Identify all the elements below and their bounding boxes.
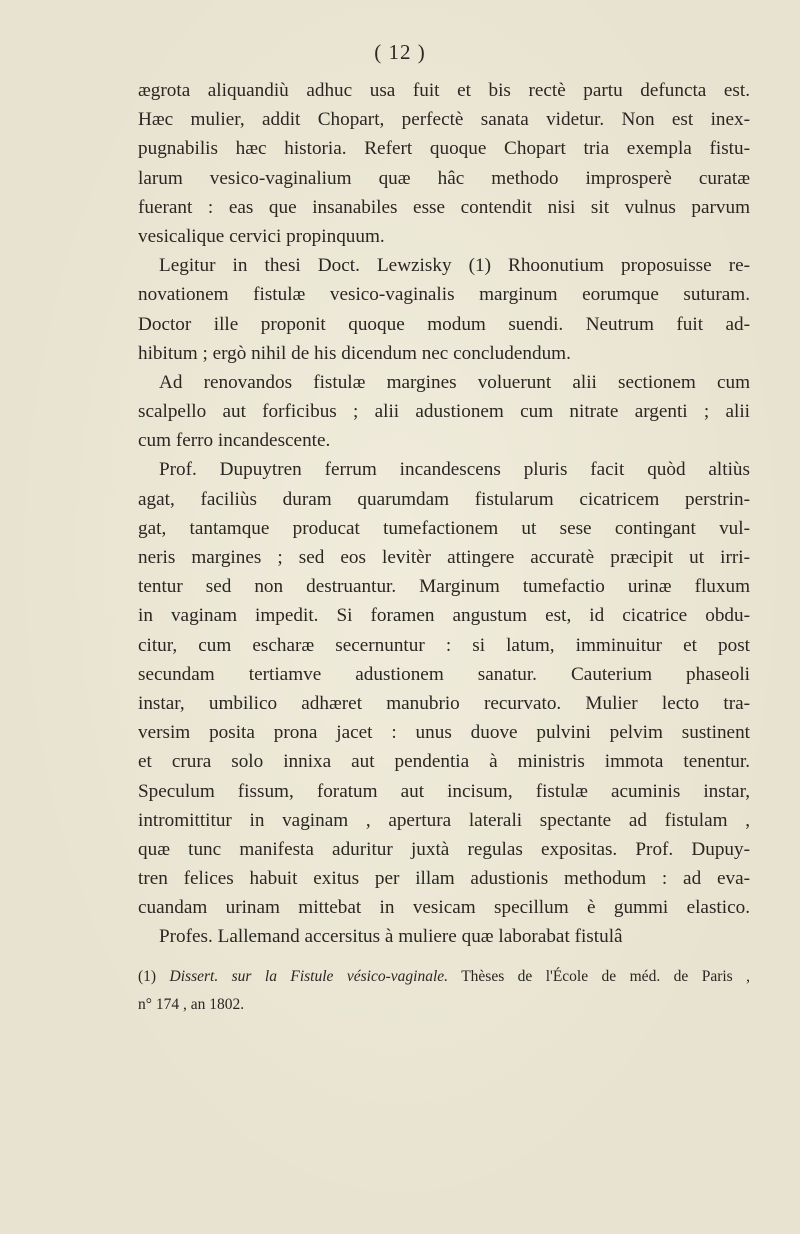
text-line: gat, tantamque producat tumefactionem ut sese contingant vul- <box>138 517 750 539</box>
text-line: ægrota aliquandiù adhuc usa fuit et bis rectè partu defuncta est. <box>138 80 750 101</box>
text-line: vesicalique cervici propinquum. <box>138 225 385 247</box>
text-line: citur, cum escharæ secernuntur : si latum, imminuitur et post <box>138 634 750 656</box>
footnote <box>138 963 750 1019</box>
text-line: et crura solo innixa aut pendentia à ministris immota tenentur. <box>138 751 750 773</box>
text-line: versim posita prona jacet : unus duove pulvini pelvim sustinent <box>138 722 750 744</box>
footnote-title: Dissert. sur la Fistule vésico-vaginale. <box>169 968 449 985</box>
page-number: ( 12 ) <box>374 40 426 64</box>
text-line: cum ferro incandescente. <box>138 430 331 452</box>
body-text <box>138 76 750 952</box>
text-line: pugnabilis hæc historia. Refert quoque Chopart tria exempla fistu- <box>138 138 750 160</box>
text-line: Ad renovandos fistulæ margines voluerunt alii sectionem cum <box>159 371 750 393</box>
text-line: instar, umbilico adhæret manubrio recurvato. Mulier lecto tra- <box>138 692 750 714</box>
footnote-line: n° 174 , an 1802. <box>138 996 245 1013</box>
footnote-source: Thèses de l'École de méd. de Paris , <box>461 968 751 985</box>
text-line: secundam tertiamve adustionem sanatur. Cauterium phaseoli <box>138 663 750 685</box>
text-line: Speculum fissum, foratum aut incisum, fistulæ acuminis instar, <box>138 780 750 802</box>
text-line: tren felices habuit exitus per illam adustionis methodum : ad eva- <box>138 868 750 890</box>
text-line: larum vesico-vaginalium quæ hâc methodo improsperè curatæ <box>138 167 750 189</box>
text-line: Doctor ille proponit quoque modum suendi. Neutrum fuit ad- <box>138 313 750 335</box>
text-line: intromittitur in vaginam , apertura laterali spectante ad fistulam , <box>138 809 750 831</box>
text-line: Legitur in thesi Doct. Lewzisky (1) Rhoonutium proposuisse re- <box>159 255 750 277</box>
text-line: scalpello aut forficibus ; alii adustionem cum nitrate argenti ; alii <box>138 401 750 423</box>
footnote-line <box>138 963 750 991</box>
text-line: cuandam urinam mittebat in vesicam specillum è gummi elastico. <box>138 897 750 919</box>
text-line: fuerant : eas que insanabiles esse contendit nisi sit vulnus parvum <box>138 196 750 218</box>
text-line: in vaginam impedit. Si foramen angustum est, id cicatrice obdu- <box>138 605 750 627</box>
text-line: Profes. Lallemand accersitus à muliere quæ laborabat fistulâ <box>159 926 623 948</box>
text-line: tentur sed non destruantur. Marginum tumefactio urinæ fluxum <box>138 576 750 598</box>
text-line: agat, faciliùs duram quarumdam fistularum cicatricem perstrin- <box>138 488 750 510</box>
footnote-marker: (1) <box>138 968 157 985</box>
text-line: Prof. Dupuytren ferrum incandescens pluris facit quòd altiùs <box>159 459 750 481</box>
text-line: novationem fistulæ vesico-vaginalis marginum eorumque suturam. <box>138 284 750 306</box>
text-line: quæ tunc manifesta aduritur juxtà regulas expositas. Prof. Dupuy- <box>138 838 750 860</box>
text-line: Hæc mulier, addit Chopart, perfectè sanata videtur. Non est inex- <box>138 109 750 131</box>
text-line: hibitum ; ergò nihil de his dicendum nec concludendum. <box>138 342 571 364</box>
text-line: neris margines ; sed eos levitèr attingere accuratè præcipit ut irri- <box>138 547 750 568</box>
